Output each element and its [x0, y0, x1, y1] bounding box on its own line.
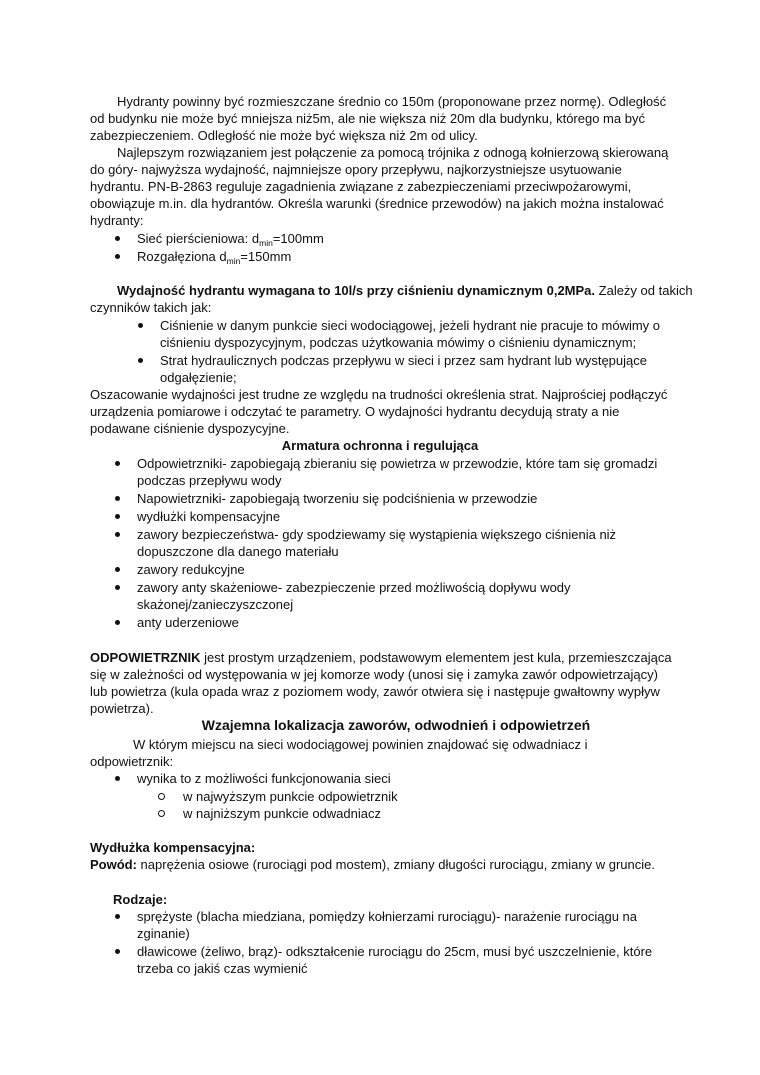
- localization-line: odpowietrznik:: [90, 754, 174, 769]
- bullet-icon: [115, 620, 120, 625]
- bullet-icon: [138, 358, 143, 363]
- connection-line: hydrantu. PN-B-2863 reguluje zagadnienia związane z zabezpieczeniami przeciwpożarowymi,: [90, 179, 632, 194]
- compensator-type-line: sprężyste (blacha miedziana, pomiędzy kołnierzami rurociągu)- narażenie rurociągu na: [137, 909, 638, 924]
- estimation-line: podawane ciśnienie dyspozycyjne.: [90, 421, 290, 436]
- localization-bullet: wynika to z możliwości funkcjonowania sieci: [137, 771, 391, 786]
- subscript: min: [226, 256, 241, 266]
- armatura-item-line: anty uderzeniowe: [137, 615, 239, 630]
- armatura-item-line: zawory bezpieczeństwa- gdy spodziewamy się wystąpienia większego ciśnienia niż: [137, 527, 617, 542]
- armatura-item-line: dopuszczone dla danego materiału: [137, 544, 339, 559]
- capacity-line: czynników takich jak:: [90, 300, 212, 315]
- section-heading-localization: Wzajemna lokalizacja zaworów, odwodnień i odpowietrzeń: [201, 717, 591, 733]
- compensator-reason: [90, 856, 655, 873]
- factor-item-line: ciśnieniu dyspozycyjnym, podczas użytkowania mówimy o ciśnieniu dynamicznym;: [160, 335, 637, 350]
- types-label: Rodzaje:: [113, 892, 168, 907]
- odpowietrznik-line: lub powietrza (kula opada wraz z poziomem wody, zawór otwiera się i następuje gwałtowny wypływ: [90, 684, 660, 699]
- localization-sub-bullet: w najniższym punkcie odwadniacz: [183, 806, 381, 821]
- bullet-icon: [115, 776, 120, 781]
- bullet-icon: [115, 514, 120, 519]
- reason-text: naprężenia osiowe (rurociągi pod mostem), zmiany długości rurociągu, zmiany w gruncie.: [136, 857, 656, 872]
- capacity-line: [117, 282, 693, 299]
- estimation-line: urządzenia pomiarowe i odczytać te parametry. O wydajności hydrantu decydują straty a nie: [90, 404, 620, 419]
- bullet-icon: [115, 496, 120, 501]
- section-heading-armatura: Armatura ochronna i regulująca: [281, 438, 479, 453]
- bullet-icon: [115, 585, 120, 590]
- armatura-item-line: wydłużki kompensacyjne: [137, 509, 281, 524]
- connection-line: Najlepszym rozwiązaniem jest połączenie za pomocą trójnika z odnogą kołnierzową skierowaną: [117, 145, 669, 160]
- armatura-item-line: Odpowietrzniki- zapobiegają zbieraniu się powietrza w przewodzie, które tam się gromadzi: [137, 456, 658, 471]
- bullet-icon: [115, 532, 120, 537]
- bullet-icon: [115, 461, 120, 466]
- bullet-icon: [138, 323, 143, 328]
- subscript: min: [259, 238, 273, 248]
- bullet-icon: [115, 567, 120, 572]
- network-type-label: Sieć pierścieniowa: d: [137, 231, 260, 246]
- connection-line: do góry- najwyższa wydajność, najmniejsze opory przepływu, najkorzystniejsze usytuowanie: [90, 162, 622, 177]
- connection-line: hydranty:: [90, 213, 144, 228]
- capacity-text: Zależy od takich: [595, 283, 693, 298]
- armatura-item-line: skażonej/zanieczyszczonej: [137, 597, 294, 612]
- localization-sub-bullet: w najwyższym punkcie odpowietrznik: [183, 789, 398, 804]
- odpowietrznik-term: ODPOWIETRZNIK: [90, 650, 201, 665]
- factor-item-line: odgałęzienie;: [160, 370, 237, 385]
- bullet-icon: [115, 914, 120, 919]
- bullet-icon: [115, 254, 120, 259]
- bullet-icon: [115, 949, 120, 954]
- network-type-value: =150mm: [240, 249, 292, 264]
- odpowietrznik-line: powietrza).: [90, 701, 154, 716]
- compensator-type-line: dławicowe (żeliwo, brąz)- odkształcenie rurociągu do 25cm, musi być uszczelnienie, które: [137, 944, 653, 959]
- sub-bullet-icon: [158, 793, 165, 800]
- hydrant-spacing-line: zabezpieczeniem. Odległość nie może być większa niż 2m od ulicy.: [90, 128, 478, 143]
- network-type-value: =100mm: [272, 231, 324, 246]
- localization-line: W którym miejscu na sieci wodociągowej powinien znajdować się odwadniacz i: [133, 737, 588, 752]
- armatura-item-line: zawory anty skażeniowe- zabezpieczenie przed możliwością dopływu wody: [137, 580, 571, 595]
- compensator-type-line: trzeba co jakiś czas wymienić: [137, 961, 308, 976]
- estimation-line: Oszacowanie wydajności jest trudne ze względu na trudności określenia strat. Najprościej podłączyć: [90, 387, 668, 402]
- hydrant-spacing-line: Hydranty powinny być rozmieszczane średnio co 150m (proponowane przez normę). Odległość: [117, 94, 667, 109]
- reason-label: Powód:: [90, 857, 137, 872]
- bullet-icon: [115, 236, 120, 241]
- armatura-item-line: podczas przepływu wody: [137, 473, 282, 488]
- factor-item-line: Ciśnienie w danym punkcie sieci wodociągowej, jeżeli hydrant nie pracuje to mówimy o: [160, 318, 661, 333]
- compensator-heading: Wydłużka kompensacyjna:: [90, 840, 256, 855]
- factor-item-line: Strat hydraulicznych podczas przepływu w sieci i przez sam hydrant lub występujące: [160, 353, 647, 368]
- network-type-item: [137, 230, 324, 247]
- odpowietrznik-text: jest prostym urządzeniem, podstawowym elementem jest kula, przemieszczająca: [200, 650, 672, 665]
- odpowietrznik-line: się w zależności od występowania w jej komorze wody (unosi się i zamyka zawór odpowietrzający): [90, 667, 658, 682]
- sub-bullet-icon: [158, 810, 165, 817]
- armatura-item-line: zawory redukcyjne: [137, 562, 245, 577]
- capacity-bold-text: Wydajność hydrantu wymagana to 10l/s przy ciśnieniu dynamicznym 0,2MPa.: [117, 283, 596, 298]
- connection-line: obowiązuje m.in. dla hydrantów. Określa warunki (średnice przewodów) na jakich można instalować: [90, 196, 664, 211]
- network-type-label: Rozgałęziona d: [137, 249, 227, 264]
- odpowietrznik-line: [90, 649, 672, 666]
- compensator-type-line: zginanie): [137, 926, 190, 941]
- armatura-item-line: Napowietrzniki- zapobiegają tworzeniu się podciśnienia w przewodzie: [137, 491, 538, 506]
- hydrant-spacing-line: od budynku nie może być mniejsza niż5m, ale nie większa niż 20m dla budynku, którego ma być: [90, 111, 645, 126]
- network-type-item: [137, 248, 291, 265]
